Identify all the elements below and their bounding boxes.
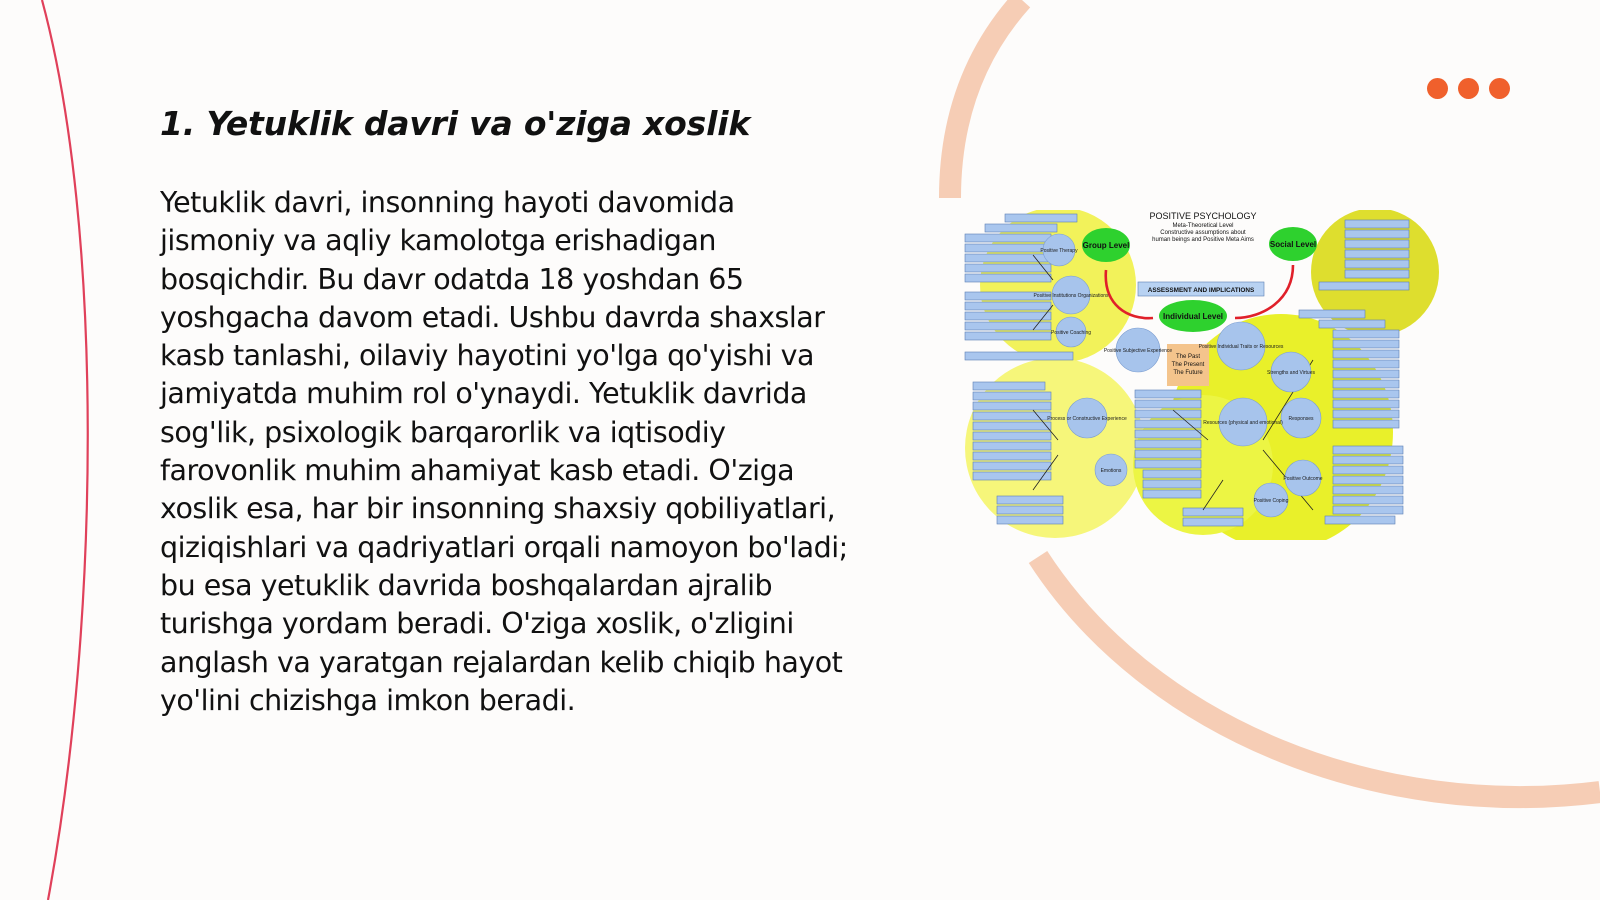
decorative-ring-bottom <box>1038 557 1600 797</box>
diagram-node-label: Emotions <box>1100 468 1122 474</box>
slide-body-text: Yetuklik davri, insonning hayoti davomida jismoniy va aqliy kamolotga erishadigan bosqichdir. Bu davr odatda 18 yoshdan 65 yoshgacha davom etadi. Ushbu davrda shaxslar kasb tanlashi, oilaviy hayotini yo'lga qo'yishi va jamiyatda muhim rol o'ynaydi. Yetuklik davrida sog'lik, psixologik barqarorlik va iqtisodiy farovonlik muhim ahamiyat kasb etadi. O'ziga xoslik esa, har bir insonning shaxsiy qobiliyatlari, qiziqishlari va qadriyatlari orqali namoyon bo'ladi; bu esa yetuklik davrida boshqalardan ajralib turishga yordam beradi. O'ziga xoslik, o'zligini anglash va yaratgan rejalardan kelib chiqib hayot yo'lini chizishga imkon beradi. <box>160 186 848 717</box>
diagram-title: POSITIVE PSYCHOLOGY <box>1149 211 1257 221</box>
positive-psychology-diagram <box>963 210 1439 540</box>
diagram-node-label: Positive Coaching <box>1050 330 1092 336</box>
slide-title: 1. Yetuklik davri va o'ziga xoslik <box>160 104 751 143</box>
diagram-node-label: Positive Institutions Organizations <box>1033 293 1109 299</box>
diagram-time-label: The Future <box>1173 370 1203 376</box>
diagram-node-label: Strengths and Virtues <box>1267 370 1315 376</box>
diagram-node-label: Positive Individual Traits or Resources <box>1198 344 1284 350</box>
dot <box>1489 78 1510 99</box>
left-accent-line <box>42 0 88 900</box>
diagram-subtitle: human beings and Positive Meta Aims <box>1152 237 1254 243</box>
dot <box>1427 78 1448 99</box>
more-dots-icon[interactable] <box>1427 78 1510 99</box>
diagram-node-label: Positive Outcome <box>1283 476 1323 482</box>
diagram-node-label: Positive Coping <box>1253 498 1289 504</box>
decorative-ring-top <box>950 0 1022 198</box>
diagram-node-label: Social Level <box>1269 240 1317 249</box>
diagram-node-label: Responses <box>1288 416 1314 422</box>
diagram-node-label: Process or Constructive Experience <box>1047 416 1127 422</box>
diagram-time-label: The Present <box>1171 362 1205 368</box>
diagram-node-label: Positive Subjective Experience <box>1103 348 1173 354</box>
dot <box>1458 78 1479 99</box>
diagram-node-label: Positive Therapy <box>1040 248 1078 254</box>
diagram-subtitle: Constructive assumptions about <box>1160 230 1246 236</box>
diagram-subtitle: Meta-Theoretical Level <box>1172 223 1234 229</box>
diagram-node-label: Resources (physical and emotional) <box>1203 420 1283 426</box>
diagram-node-label: Group Level <box>1082 241 1130 250</box>
diagram-assessment-label: ASSESSMENT AND IMPLICATIONS <box>1147 287 1255 294</box>
diagram-node-label: Individual Level <box>1162 312 1224 321</box>
diagram-time-label: The Past <box>1175 354 1201 360</box>
